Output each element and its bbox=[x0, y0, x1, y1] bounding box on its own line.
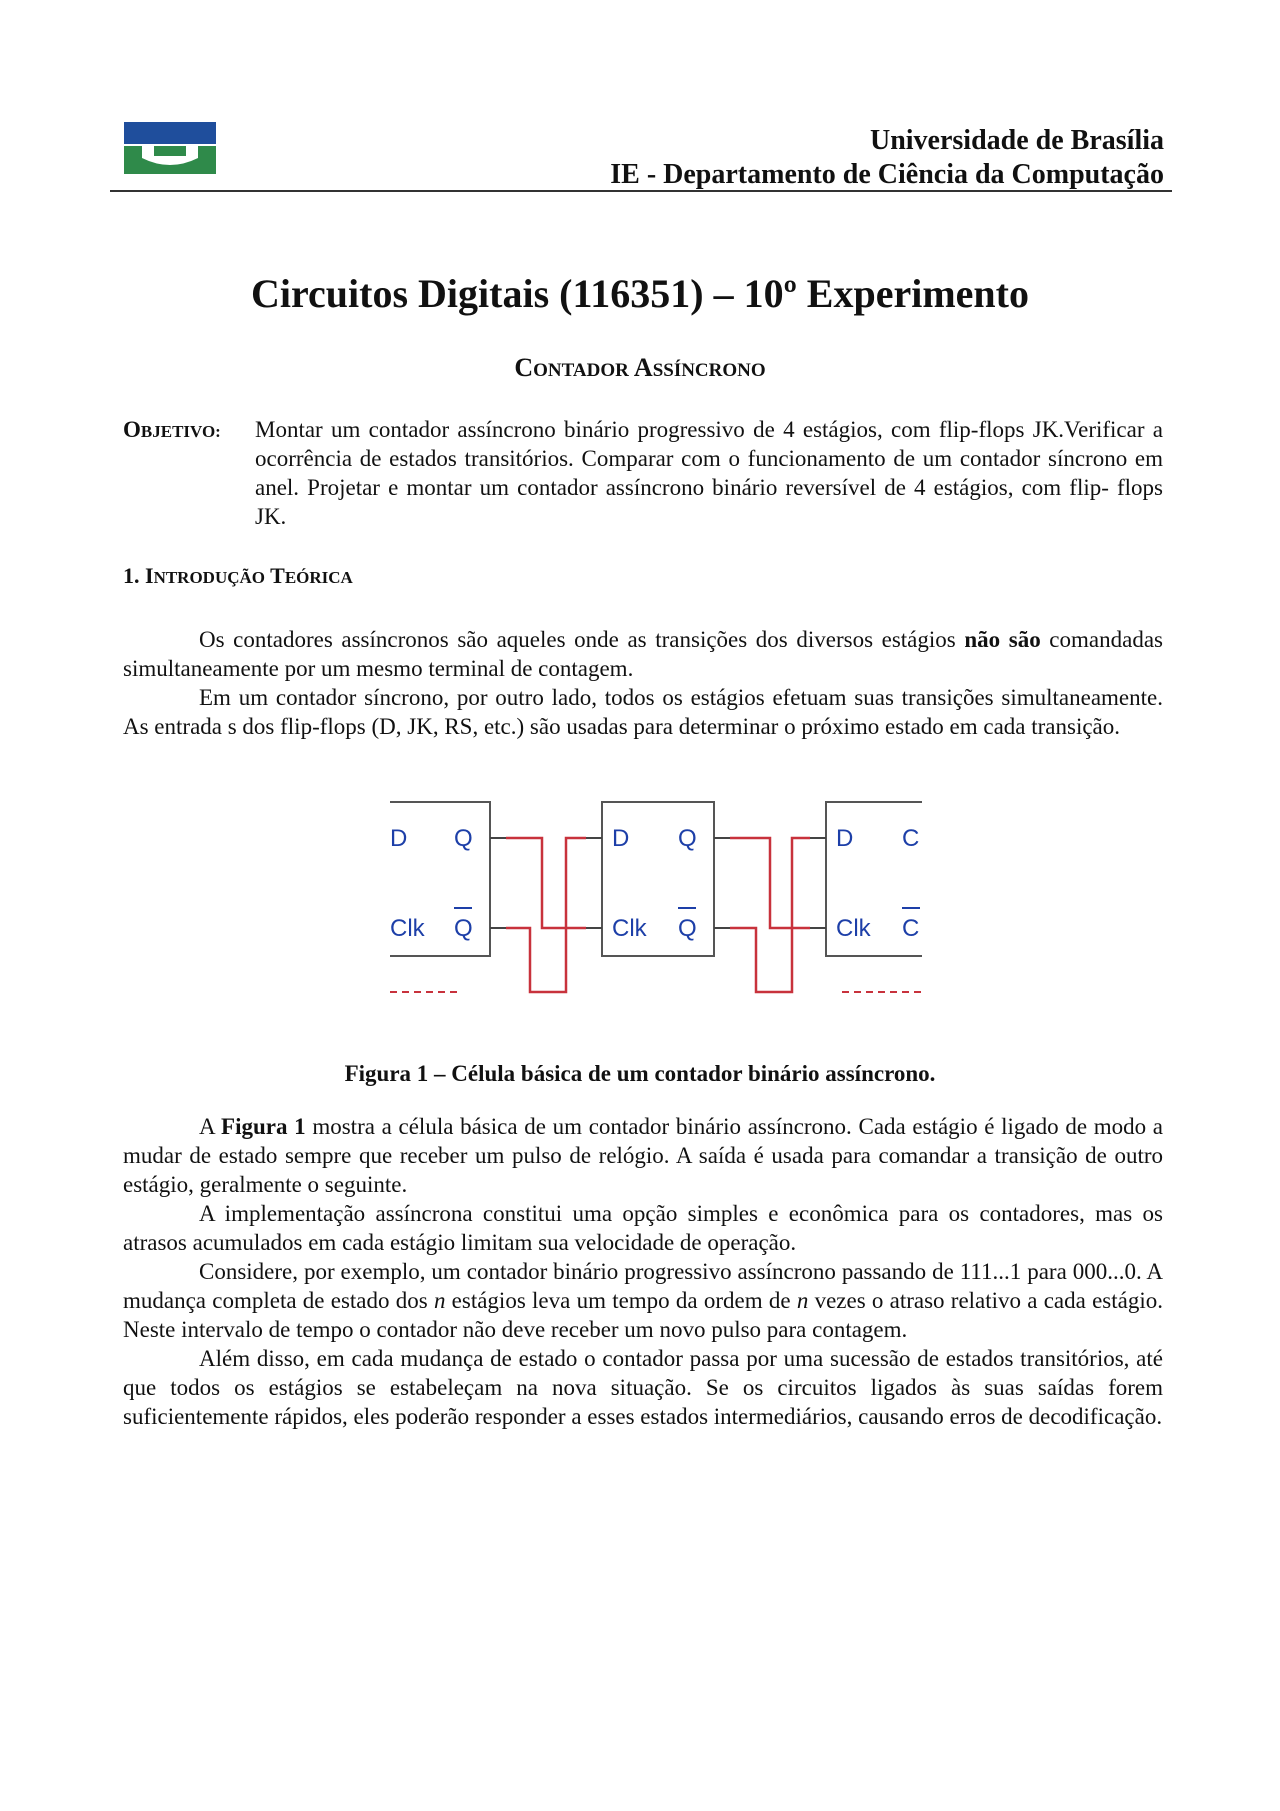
objective-text: Montar um contador assíncrono binário progressivo de 4 estágios, com flip-flops JK.Verificar a ocorrência de estados transitórios. Comparar com o funcionamento de um contador síncrono em anel. Projetar e montar um contador assíncrono binário reversível de 4 estágios, com flip- flops JK. bbox=[255, 417, 1163, 529]
pin-stubs bbox=[490, 838, 826, 928]
body-p1-text: mostra a célula básica de um contador binário assíncrono. Cada estágio é ligado de modo a mudar de estado sempre que receber um pulso de relógio. A saída é usada para comandar a transição de outro estágio, geralmente o seguinte. bbox=[123, 1114, 1163, 1197]
wire-stage1-q-to-stage2-clk bbox=[506, 838, 586, 928]
intro-paragraph-1 bbox=[123, 625, 1163, 683]
subtitle-rest-2: SSÍNCRONO bbox=[652, 360, 766, 381]
university-name: Universidade de Brasília bbox=[869, 125, 1164, 156]
body-p3-a: Considere, por exemplo, um contador binário progressivo assíncrono passando de 111...1 para 000...0. A mudança completa de estado dos bbox=[123, 1259, 1163, 1313]
body-paragraph-1 bbox=[123, 1112, 1163, 1199]
intro-p1-text-a: Os contadores assíncronos são aqueles onde as transições dos diversos estágios bbox=[199, 627, 965, 652]
intro-p1-text-b: comandadas simultaneamente por um mesmo terminal de contagem. bbox=[123, 627, 1163, 681]
wire-stage2-q-to-stage3-clk bbox=[730, 838, 810, 928]
red-wiring bbox=[506, 838, 810, 992]
body-paragraphs bbox=[123, 1112, 1163, 1431]
section-number: 1. bbox=[123, 563, 140, 588]
stage1-clk-label: Clk bbox=[390, 915, 425, 942]
stage2-clk-label: Clk bbox=[612, 915, 647, 942]
subtitle-rest-1: ONTADOR bbox=[533, 360, 629, 381]
body-p1-prefix: A bbox=[199, 1114, 222, 1139]
stage3-q-label: C bbox=[902, 825, 920, 852]
wire-stage1-qbar-to-stage2-d bbox=[506, 838, 586, 992]
stage2-d-label: D bbox=[612, 825, 630, 852]
objective-block bbox=[123, 415, 1163, 531]
stage1-qbar-label: Q bbox=[454, 915, 473, 942]
figure-caption: Figura 1 – Célula básica de um contador binário assíncrono. bbox=[344, 1061, 936, 1086]
body-p3-n2: n bbox=[796, 1288, 809, 1313]
department-name: IE - Departamento de Ciência da Computação bbox=[610, 159, 1164, 190]
objective-label-rest: BJETIVO: bbox=[140, 422, 221, 441]
unb-logo-graphic bbox=[124, 122, 216, 174]
stage3-qbar-label: C bbox=[902, 915, 920, 942]
page-subtitle bbox=[0, 352, 1280, 387]
body-paragraph-4: Além disso, em cada mudança de estado o contador passa por uma sucessão de estados transitórios, até que todos os estágios se estabeleçam na nova situação. Se os circuitos ligados às suas saídas forem suficientemente rápidos, eles poderão responder a esses estados intermediários, causando erros de decodificação. bbox=[123, 1346, 1163, 1429]
stage2-qbar-label: Q bbox=[678, 915, 697, 942]
section-initial-1: I bbox=[145, 563, 154, 588]
intro-paragraphs bbox=[123, 625, 1163, 741]
intro-p1-bold: não são bbox=[964, 627, 1041, 652]
body-p3-c: vezes o atraso relativo a cada estágio. Neste intervalo de tempo o contador não deve receber um novo pulso para contagem. bbox=[123, 1288, 1163, 1342]
stage3-d-label: D bbox=[836, 825, 854, 852]
unb-logo-icon bbox=[124, 122, 216, 174]
body-p1-figure-ref: Figura 1 bbox=[221, 1114, 306, 1139]
body-paragraph-2: A implementação assíncrona constitui uma opção simples e econômica para os contadores, mas os atrasos acumulados em cada estágio limitam sua velocidade de operação. bbox=[123, 1201, 1163, 1255]
body-p3-b: estágios leva um tempo da ordem de bbox=[445, 1288, 797, 1313]
header-divider bbox=[110, 190, 1172, 192]
intro-paragraph-2: Em um contador síncrono, por outro lado, todos os estágios efetuam suas transições simultaneamente. As entrada s dos flip-flops (D, JK, RS, etc.) são usadas para determinar o próximo estado em cada transição. bbox=[123, 685, 1163, 739]
objective-label-initial: O bbox=[123, 417, 141, 442]
section-rest-2: EÓRICA bbox=[284, 568, 353, 587]
body-p3-n1: n bbox=[433, 1288, 446, 1313]
subtitle-initial-2: A bbox=[633, 353, 653, 382]
document-header bbox=[610, 124, 1164, 192]
body-paragraph-3 bbox=[123, 1257, 1163, 1344]
logo-green-bar bbox=[154, 146, 186, 156]
logo-blue-band bbox=[124, 122, 216, 144]
page-title: Circuitos Digitais (116351) – 10º Experimento bbox=[251, 271, 1029, 316]
stage3-clk-label: Clk bbox=[836, 915, 871, 942]
stage1-q-label: Q bbox=[454, 825, 473, 852]
section-initial-2: T bbox=[270, 563, 285, 588]
stage1-d-label: D bbox=[390, 825, 408, 852]
section-rest-1: NTRODUÇÃO bbox=[153, 568, 266, 587]
figure-1-diagram bbox=[390, 800, 922, 1000]
subtitle-initial-1: C bbox=[514, 353, 534, 382]
flip-flop-chain-diagram bbox=[390, 800, 922, 1000]
section-heading bbox=[123, 562, 353, 592]
objective-label bbox=[123, 415, 221, 446]
stage2-q-label: Q bbox=[678, 825, 697, 852]
